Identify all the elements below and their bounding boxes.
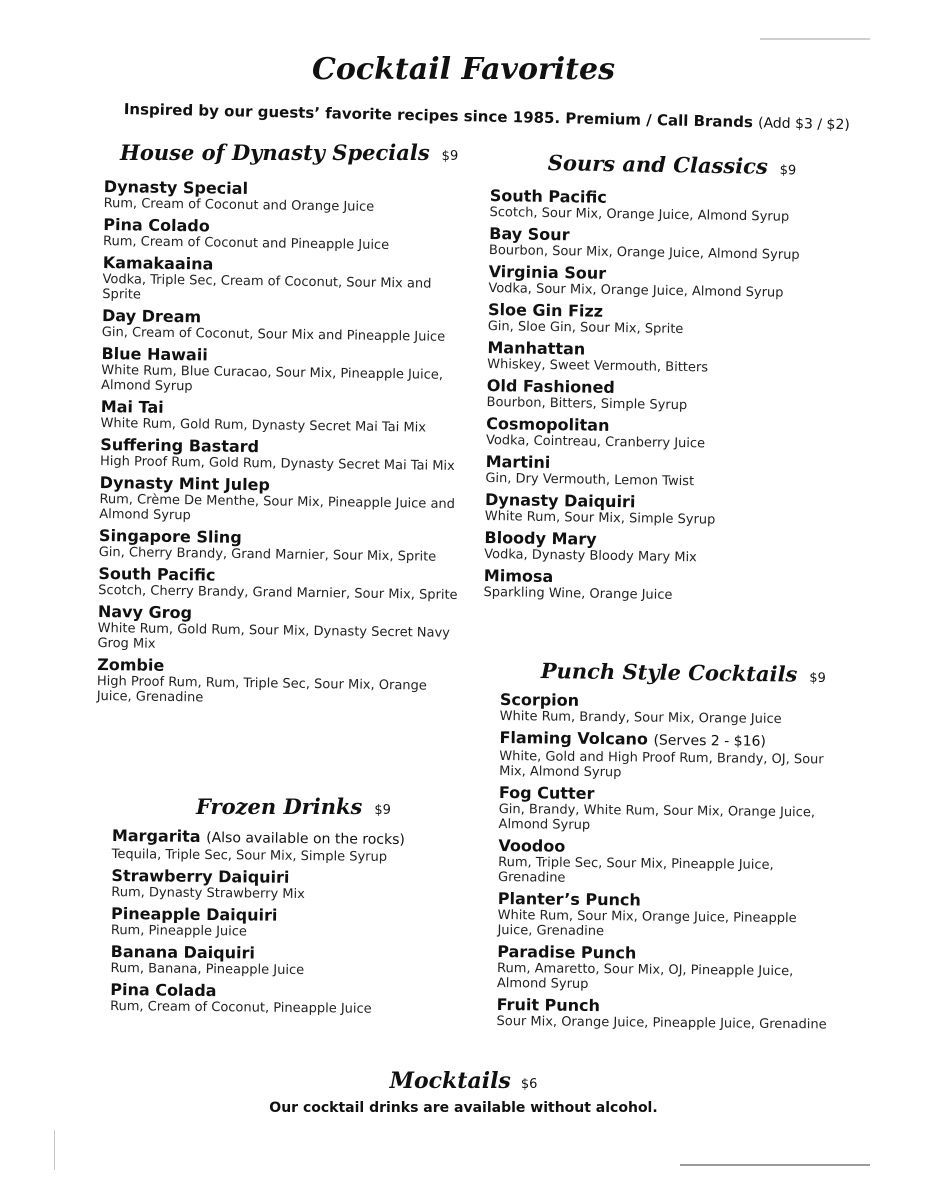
section-heading-punch-cocktails — [541, 658, 826, 687]
menu-item-description: Sparkling Wine, Orange Juice — [483, 584, 673, 603]
menu-item-note: (Serves 2 - $16) — [653, 732, 766, 750]
menu-item-description: Gin, Sloe Gin, Sour Mix, Sprite — [487, 318, 684, 338]
menu-item-name-text: Banana Daiquiri — [110, 941, 255, 963]
menu-item — [102, 306, 462, 345]
menu-item-name-text: Mimosa — [483, 565, 554, 587]
menu-item-name-text: Navy Grog — [97, 601, 193, 623]
menu-item-description: White Rum, Gold Rum, Dynasty Secret Mai Tai Mix — [100, 415, 427, 436]
menu-item-name-text: Dynasty Daiquiri — [484, 489, 636, 512]
section-heading-frozen-drinks — [196, 794, 391, 819]
menu-item-name-text: Pina Colado — [103, 214, 210, 236]
menu-item-name-text: Bloody Mary — [484, 527, 597, 549]
section-price: $9 — [779, 163, 797, 179]
menu-item-description: Rum, Amaretto, Sour Mix, OJ, Pineapple Juice, Almond Syrup — [496, 960, 794, 992]
menu-item-name-text: Flaming Volcano — [499, 727, 649, 749]
section-title: Punch Style Cocktails — [540, 658, 798, 687]
section-heading-sours-classics — [548, 150, 797, 179]
menu-item — [489, 186, 824, 225]
menu-item — [484, 528, 819, 567]
menu-item-description: Rum, Crème De Menthe, Sour Mix, Pineapple Juice and Almond Syrup — [99, 491, 456, 524]
menu-item-description: White Rum, Sour Mix, Orange Juice, Pineapple Juice, Grenadine — [497, 907, 797, 940]
menu-item-name-text: Fog Cutter — [498, 782, 595, 803]
menu-item-name-text: South Pacific — [98, 563, 216, 585]
menu-item — [483, 566, 818, 605]
menu-item-name-text: Martini — [485, 451, 551, 472]
menu-item — [101, 344, 462, 398]
menu-item-name-text: Zombie — [97, 654, 165, 675]
mocktails-description: Our cocktail drinks are available without alcohol. — [269, 1100, 658, 1116]
scan-artifact-top — [760, 38, 870, 40]
menu-item-description: White Rum, Gold Rum, Sour Mix, Dynasty Secret Navy Grog Mix — [97, 620, 451, 652]
menu-item-description: White Rum, Brandy, Sour Mix, Orange Juice — [499, 708, 782, 727]
menu-item — [110, 942, 440, 979]
menu-item — [100, 435, 460, 474]
menu-item — [497, 942, 832, 995]
menu-item-name-text: Cosmopolitan — [486, 413, 610, 435]
menu-item-description: Bourbon, Sour Mix, Orange Juice, Almond Syrup — [488, 242, 800, 263]
subtitle-note: (Add $3 / $2) — [757, 115, 850, 134]
section-price: $9 — [809, 670, 826, 686]
menu-item-description: Sour Mix, Orange Juice, Pineapple Juice, Grenadine — [496, 1013, 827, 1033]
menu-item — [100, 397, 460, 436]
menu-item-description: White Rum, Blue Curacao, Sour Mix, Pineapple Juice, Almond Syrup — [100, 362, 444, 395]
menu-item-description: High Proof Rum, Gold Rum, Dynasty Secret Mai Tai Mix — [99, 453, 455, 474]
scan-artifact-left — [54, 1130, 55, 1170]
menu-item-description: Vodka, Dynasty Bloody Mary Mix — [484, 546, 697, 566]
section-heading-house-specials — [120, 140, 458, 165]
menu-item-description: Vodka, Triple Sec, Cream of Coconut, Sour Mix and Sprite — [102, 271, 432, 303]
menu-item — [485, 490, 820, 529]
menu-item — [486, 376, 821, 415]
menu-item-description: Rum, Pineapple Juice — [110, 922, 248, 940]
menu-item — [110, 980, 440, 1017]
menu-item-description: Rum, Cream of Coconut, Pineapple Juice — [110, 998, 372, 1017]
menu-item-name-text: Strawberry Daiquiri — [111, 865, 290, 887]
menu-item-description: High Proof Rum, Rum, Triple Sec, Sour Mix, Orange Juice, Grenadine — [96, 673, 427, 706]
menu-item-name-text: Scorpion — [499, 690, 580, 710]
menu-item-name-text: Old Fashioned — [486, 375, 615, 397]
menu-item — [103, 215, 463, 254]
section-price: $9 — [374, 803, 391, 818]
menu-item-description: Rum, Dynasty Strawberry Mix — [111, 884, 305, 903]
menu-item — [98, 564, 458, 603]
menu-item — [488, 300, 823, 339]
menu-item — [497, 889, 832, 942]
menu-item-description: Bourbon, Bitters, Simple Syrup — [486, 394, 688, 414]
menu-item-description: Rum, Banana, Pineapple Juice — [110, 960, 305, 979]
menu-item-name-text: Blue Hawaii — [101, 343, 208, 365]
section-title: Frozen Drinks — [196, 794, 363, 819]
menu-item — [99, 473, 460, 527]
menu-item-description: Vodka, Cointreau, Cranberry Juice — [485, 432, 706, 452]
menu-item-description: Gin, Dry Vermouth, Lemon Twist — [485, 470, 695, 490]
menu-item-name-text: Sloe Gin Fizz — [487, 299, 604, 321]
menu-item-name-text: South Pacific — [489, 186, 607, 207]
menu-item-description: Rum, Triple Sec, Sour Mix, Pineapple Juice, Grenadine — [497, 854, 774, 886]
section-title: Sours and Classics — [547, 150, 769, 179]
page-title: Cocktail Favorites — [311, 52, 616, 87]
menu-item-name-text: Margarita — [111, 826, 201, 846]
page-subtitle — [123, 100, 850, 134]
menu-item-name-text: Pineapple Daiquiri — [110, 903, 278, 925]
menu-item-description: Gin, Cherry Brandy, Grand Marnier, Sour Mix, Sprite — [98, 544, 437, 565]
menu-item-name-text: Day Dream — [101, 305, 202, 327]
menu-item — [500, 690, 835, 728]
menu-item — [104, 177, 464, 216]
menu-item — [112, 826, 442, 865]
menu-list-house-specials — [97, 177, 464, 713]
menu-item — [102, 253, 463, 307]
menu-item-description: Rum, Cream of Coconut and Orange Juice — [103, 195, 375, 215]
menu-item — [111, 866, 441, 903]
menu-item-name-text: Fruit Punch — [496, 994, 601, 1016]
menu-item — [487, 338, 822, 377]
menu-item — [496, 995, 831, 1033]
section-title: Mocktails — [389, 1068, 511, 1094]
menu-item-name-text: Manhattan — [487, 337, 586, 359]
menu-item-name-text: Planter’s Punch — [497, 888, 641, 910]
menu-item-description: Vodka, Sour Mix, Orange Juice, Almond Syrup — [488, 280, 784, 301]
menu-item — [486, 414, 821, 453]
menu-item — [97, 655, 458, 709]
menu-item-name-text: Kamakaaina — [102, 252, 214, 274]
menu-item-name-text: Pina Colada — [110, 979, 217, 1001]
scan-artifact-bottom — [680, 1164, 870, 1166]
menu-item-description: Whiskey, Sweet Vermouth, Bitters — [487, 356, 709, 376]
menu-item — [97, 602, 458, 656]
menu-item-description: Scotch, Sour Mix, Orange Juice, Almond Syrup — [489, 204, 790, 225]
menu-list-frozen-drinks — [110, 826, 442, 1021]
menu-item-name-text: Suffering Bastard — [100, 434, 260, 457]
menu-item-name-text: Bay Sour — [489, 223, 570, 245]
section-price: $6 — [520, 1077, 538, 1092]
menu-item-name-text: Singapore Sling — [98, 525, 242, 547]
menu-item — [499, 728, 835, 783]
menu-item-name-text: Paradise Punch — [497, 941, 637, 963]
section-title: House of Dynasty Specials — [120, 140, 430, 165]
menu-item — [485, 452, 820, 491]
menu-item-description: Rum, Cream of Coconut and Pineapple Juice — [102, 233, 390, 253]
menu-item-name-text: Mai Tai — [100, 396, 164, 417]
menu-list-punch-cocktails — [496, 690, 835, 1036]
menu-list-sours-classics — [483, 186, 825, 609]
section-heading-mocktails — [0, 1068, 927, 1094]
menu-item-name-text: Voodoo — [498, 835, 566, 856]
menu-item — [99, 526, 459, 565]
menu-item — [499, 783, 834, 836]
menu-item-description: Scotch, Cherry Brandy, Grand Marnier, Sour Mix, Sprite — [98, 582, 458, 603]
menu-item-description: Tequila, Triple Sec, Sour Mix, Simple Syrup — [111, 846, 388, 865]
menu-item-name-text: Dynasty Special — [103, 177, 249, 199]
menu-item — [111, 904, 441, 941]
subtitle-text: Inspired by our guests’ favorite recipes since 1985. Premium / Call Brands — [123, 100, 754, 132]
menu-item — [488, 262, 823, 301]
section-price: $9 — [441, 149, 459, 164]
menu-item-name-text: Virginia Sour — [488, 261, 607, 283]
menu-item-note: (Also available on the rocks) — [206, 829, 405, 849]
menu-item-name-text: Dynasty Mint Julep — [99, 472, 271, 495]
menu-item — [489, 224, 824, 263]
menu-item-description: White Rum, Sour Mix, Simple Syrup — [484, 508, 716, 528]
menu-item — [498, 836, 833, 889]
menu-item-description: White, Gold and High Proof Rum, Brandy, OJ, Sour Mix, Almond Syrup — [499, 748, 824, 781]
menu-item-description: Gin, Brandy, White Rum, Sour Mix, Orange Juice, Almond Syrup — [498, 801, 816, 833]
menu-item-description: Gin, Cream of Coconut, Sour Mix and Pineapple Juice — [101, 324, 446, 345]
